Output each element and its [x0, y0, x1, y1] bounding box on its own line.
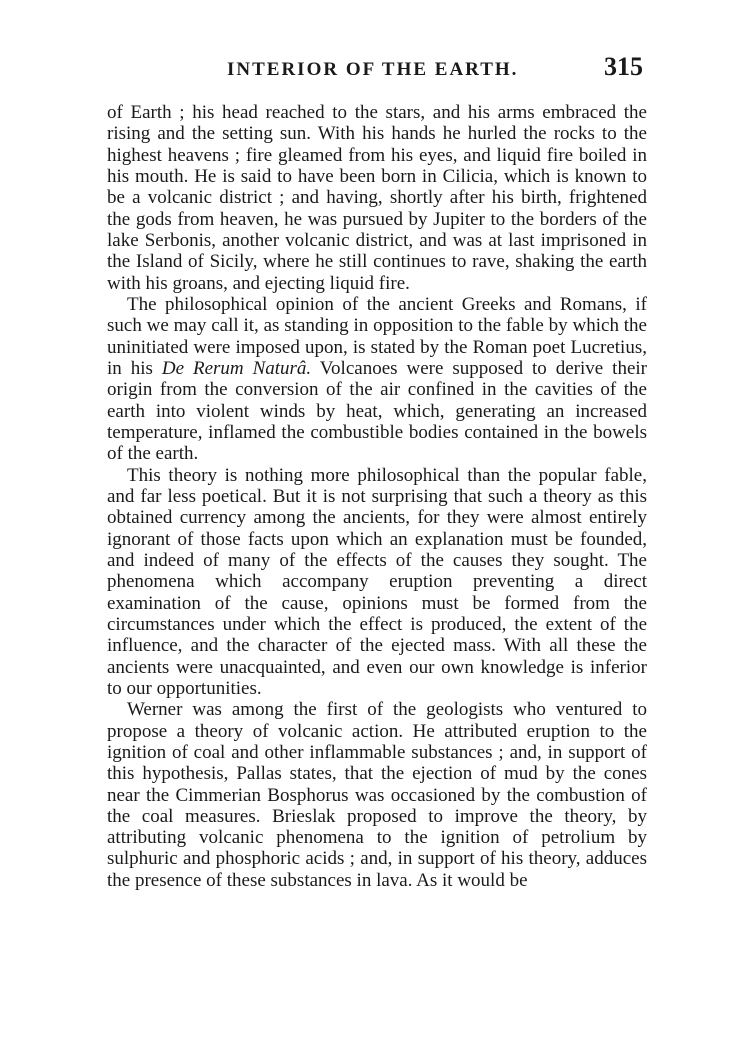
work-title: De Rerum Naturâ. — [161, 357, 312, 379]
paragraph-2 — [107, 294, 647, 465]
running-head — [105, 52, 643, 88]
paragraph-3: This theory is nothing more philosophical than the popular fable, and far less poetical. But it is not surprising that such a theory as this obtained currency among the ancients, for they were almost entirely ignorant of those facts upon which an explanation must be founded, and indeed of many of the effects of the causes they sought. The phenomena which accompany eruption preventing a direct examination of the cause, opinions must be formed from the circumstances under which the effect is produced, the extent of the influence, and the character of the ejected mass. With all these the ancients were unacquainted, and even our own knowledge is inferior to our opportunities. — [107, 464, 647, 699]
paragraph-4: Werner was among the first of the geologists who ventured to propose a theory of volcanic action. He attributed eruption to the ignition of coal and other inflammable substances ; and, in support of this hypothesis, Pallas states, that the ejection of mud by the cones near the Cimmerian Bosphorus was occasioned by the combustion of the coal measures. Brieslak proposed to improve the theory, by attributing volcanic phenomena to the ignition of petrolium by sulphuric and phosphoric acids ; and, in support of his theory, adduces the presence of these substances in lava. As it would be — [107, 699, 647, 891]
body-text — [107, 102, 647, 891]
paragraph-1: of Earth ; his head reached to the stars, and his arms embraced the rising and the setting sun. With his hands he hurled the rocks to the highest heavens ; fire gleamed from his eyes, and liquid fire boiled in his mouth. He is said to have been born in Cilicia, which is known to be a volcanic district ; and having, shortly after his birth, frightened the gods from heaven, he was pursued by Jupiter to the borders of the lake Serbonis, another volcanic district, and was at last imprisoned in the Island of Sicily, where he still continues to rave, shaking the earth with his groans, and ejecting liquid fire. — [107, 102, 647, 294]
paragraph-2-text-before: The philosophical opinion of the ancient Greeks and Romans, if such we may call it, as standing in opposition to the fable by which the uninitiated were imposed upon, is stated by the Roman poet Lucretius, in his — [107, 293, 647, 379]
paragraph-2-text-after: Volcanoes were supposed to derive their origin from the conversion of the air confined in the cavities of the earth into violent winds by heat, which, generating an increased temperature, inflamed the combustible bodies contained in the bowels of the earth. — [107, 357, 647, 465]
page-number: 315 — [604, 52, 643, 81]
running-title: INTERIOR OF THE EARTH. — [227, 59, 519, 80]
